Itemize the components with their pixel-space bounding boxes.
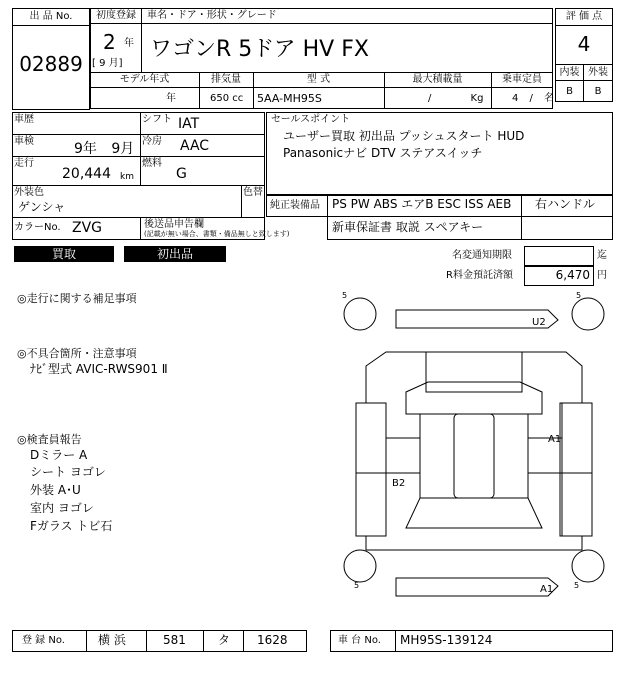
- registration-kana: タ: [218, 633, 231, 647]
- tag-first-listing: 初出品: [124, 246, 226, 262]
- color-no-label: カラーNo.: [14, 222, 61, 233]
- defects-line: ﾅﾋﾞ型式 AVIC-RWS901 Ⅱ: [30, 362, 168, 376]
- damage-mark-a1: A1: [548, 434, 562, 445]
- registration-class: 581: [163, 633, 186, 647]
- displacement-value: 650 cc: [210, 93, 244, 104]
- mileage-unit: km: [120, 172, 134, 182]
- recolor-label: 色替: [243, 187, 263, 198]
- damage-mark-a1-bottom: A1: [540, 584, 554, 595]
- name-change-unit: 迄: [597, 250, 607, 261]
- reg-month: [ 9 月]: [92, 58, 123, 69]
- exterior-label: 外装: [588, 67, 608, 78]
- mileage-label: 走行: [14, 158, 34, 169]
- chassis-number: MH95S-139124: [400, 633, 493, 647]
- sales-point-line1: ユーザー買取 初出品 プッシュスタート HUD: [283, 129, 525, 143]
- recycle-label: R料金預託済額: [446, 270, 513, 281]
- car-damage-diagram: [336, 288, 614, 608]
- recycle-value: 6,470: [555, 268, 590, 282]
- reg-year-unit: 年: [124, 38, 134, 49]
- damage-mark-b2: B2: [392, 478, 406, 489]
- docs-label: 後送品申告欄: [144, 219, 204, 230]
- registration-number: 1628: [257, 633, 288, 647]
- displacement-label: 排気量: [211, 74, 241, 85]
- inspector-line: シート ヨゴレ: [30, 465, 106, 479]
- type-label: 型 式: [306, 74, 331, 85]
- defects-title: ◎不具合箇所・注意事項: [17, 347, 137, 360]
- load-value: / Kg: [428, 93, 484, 104]
- score-value: 4: [577, 32, 591, 56]
- rear-bumper-outline: [396, 578, 558, 596]
- load-label: 最大積載量: [412, 74, 463, 85]
- history-label: 車歴: [14, 114, 34, 125]
- tire-rr-label: 5: [574, 581, 580, 590]
- ac-value: AAC: [180, 138, 210, 154]
- ac-label: 冷房: [142, 136, 162, 147]
- mileage-value: 20,444: [62, 166, 111, 182]
- tire-rl-label: 5: [354, 581, 360, 590]
- fuel-label: 燃料: [142, 158, 162, 169]
- tire-rear-left: [344, 550, 376, 582]
- docs-note: (記載が無い場合、書類・備品無しと致します): [144, 230, 290, 238]
- sales-point-line2: Panasonicナビ DTV ステアスイッチ: [283, 146, 483, 160]
- inspector-line: Dミラー A: [30, 448, 88, 462]
- capacity-label: 乗車定員: [502, 74, 542, 85]
- first-reg-label: 初度登録: [96, 10, 136, 21]
- chassis-label: 車 台 No.: [338, 635, 381, 646]
- inspection-label: 車検: [14, 136, 34, 147]
- exterior-color-label: 外装色: [14, 187, 44, 198]
- tire-rear-right: [572, 550, 604, 582]
- lot-number-label: 出 品 No.: [29, 11, 73, 22]
- shift-label: シフト: [142, 114, 172, 125]
- name-change-box: [524, 246, 594, 266]
- recycle-unit: 円: [597, 270, 607, 281]
- inspector-line: 外装 A･U: [30, 483, 81, 497]
- shift-value: IAT: [178, 116, 200, 132]
- damage-mark-u2: U2: [532, 317, 546, 328]
- details-grid: [12, 112, 265, 240]
- tire-fl-label: 5: [342, 291, 348, 300]
- lot-number: 02889: [19, 52, 83, 76]
- model-year-unit: 年: [166, 93, 176, 104]
- car-name: ワゴンR 5ドア HV FX: [150, 37, 369, 62]
- name-label: 車名・ドア・形状・グレード: [147, 10, 277, 21]
- fuel-value: G: [176, 166, 187, 182]
- tire-front-left: [344, 298, 376, 330]
- equipment-label: 純正装備品: [270, 200, 320, 211]
- inspection-value: 9年 9月: [74, 141, 135, 157]
- exterior-grade: B: [594, 86, 602, 97]
- inspector-line: Fガラス トビ石: [30, 519, 113, 533]
- name-change-label: 名変通知期限: [452, 250, 512, 261]
- registration-label: 登 録 No.: [22, 635, 65, 646]
- equipment-value: PS PW ABS エアB ESC ISS AEB: [332, 197, 512, 211]
- steering-side: 右ハンドル: [535, 197, 596, 211]
- tag-kaitori: 買取: [14, 246, 114, 262]
- interior-label: 内装: [559, 67, 580, 78]
- capacity-value: 4 / 名: [512, 93, 555, 104]
- model-year-label: モデル年式: [119, 74, 170, 85]
- registration-place: 横 浜: [98, 633, 126, 647]
- interior-grade: B: [566, 86, 573, 97]
- tire-fr-label: 5: [576, 291, 582, 300]
- sales-point-title: セールスポイント: [271, 114, 351, 125]
- tire-front-right: [572, 298, 604, 330]
- color-no-value: ZVG: [72, 220, 103, 236]
- type-value: 5AA-MH95S: [257, 92, 322, 105]
- inspector-line: 室内 ヨゴレ: [30, 501, 94, 515]
- reg-year: 2: [103, 30, 116, 54]
- driving-notes-title: ◎走行に関する補足事項: [17, 292, 137, 305]
- exterior-color-value: ゲンシャ: [18, 200, 66, 214]
- extras-value: 新車保証書 取説 スペアキー: [332, 220, 484, 234]
- inspector-title: ◎検査員報告: [17, 433, 82, 446]
- score-label: 評 価 点: [565, 11, 603, 22]
